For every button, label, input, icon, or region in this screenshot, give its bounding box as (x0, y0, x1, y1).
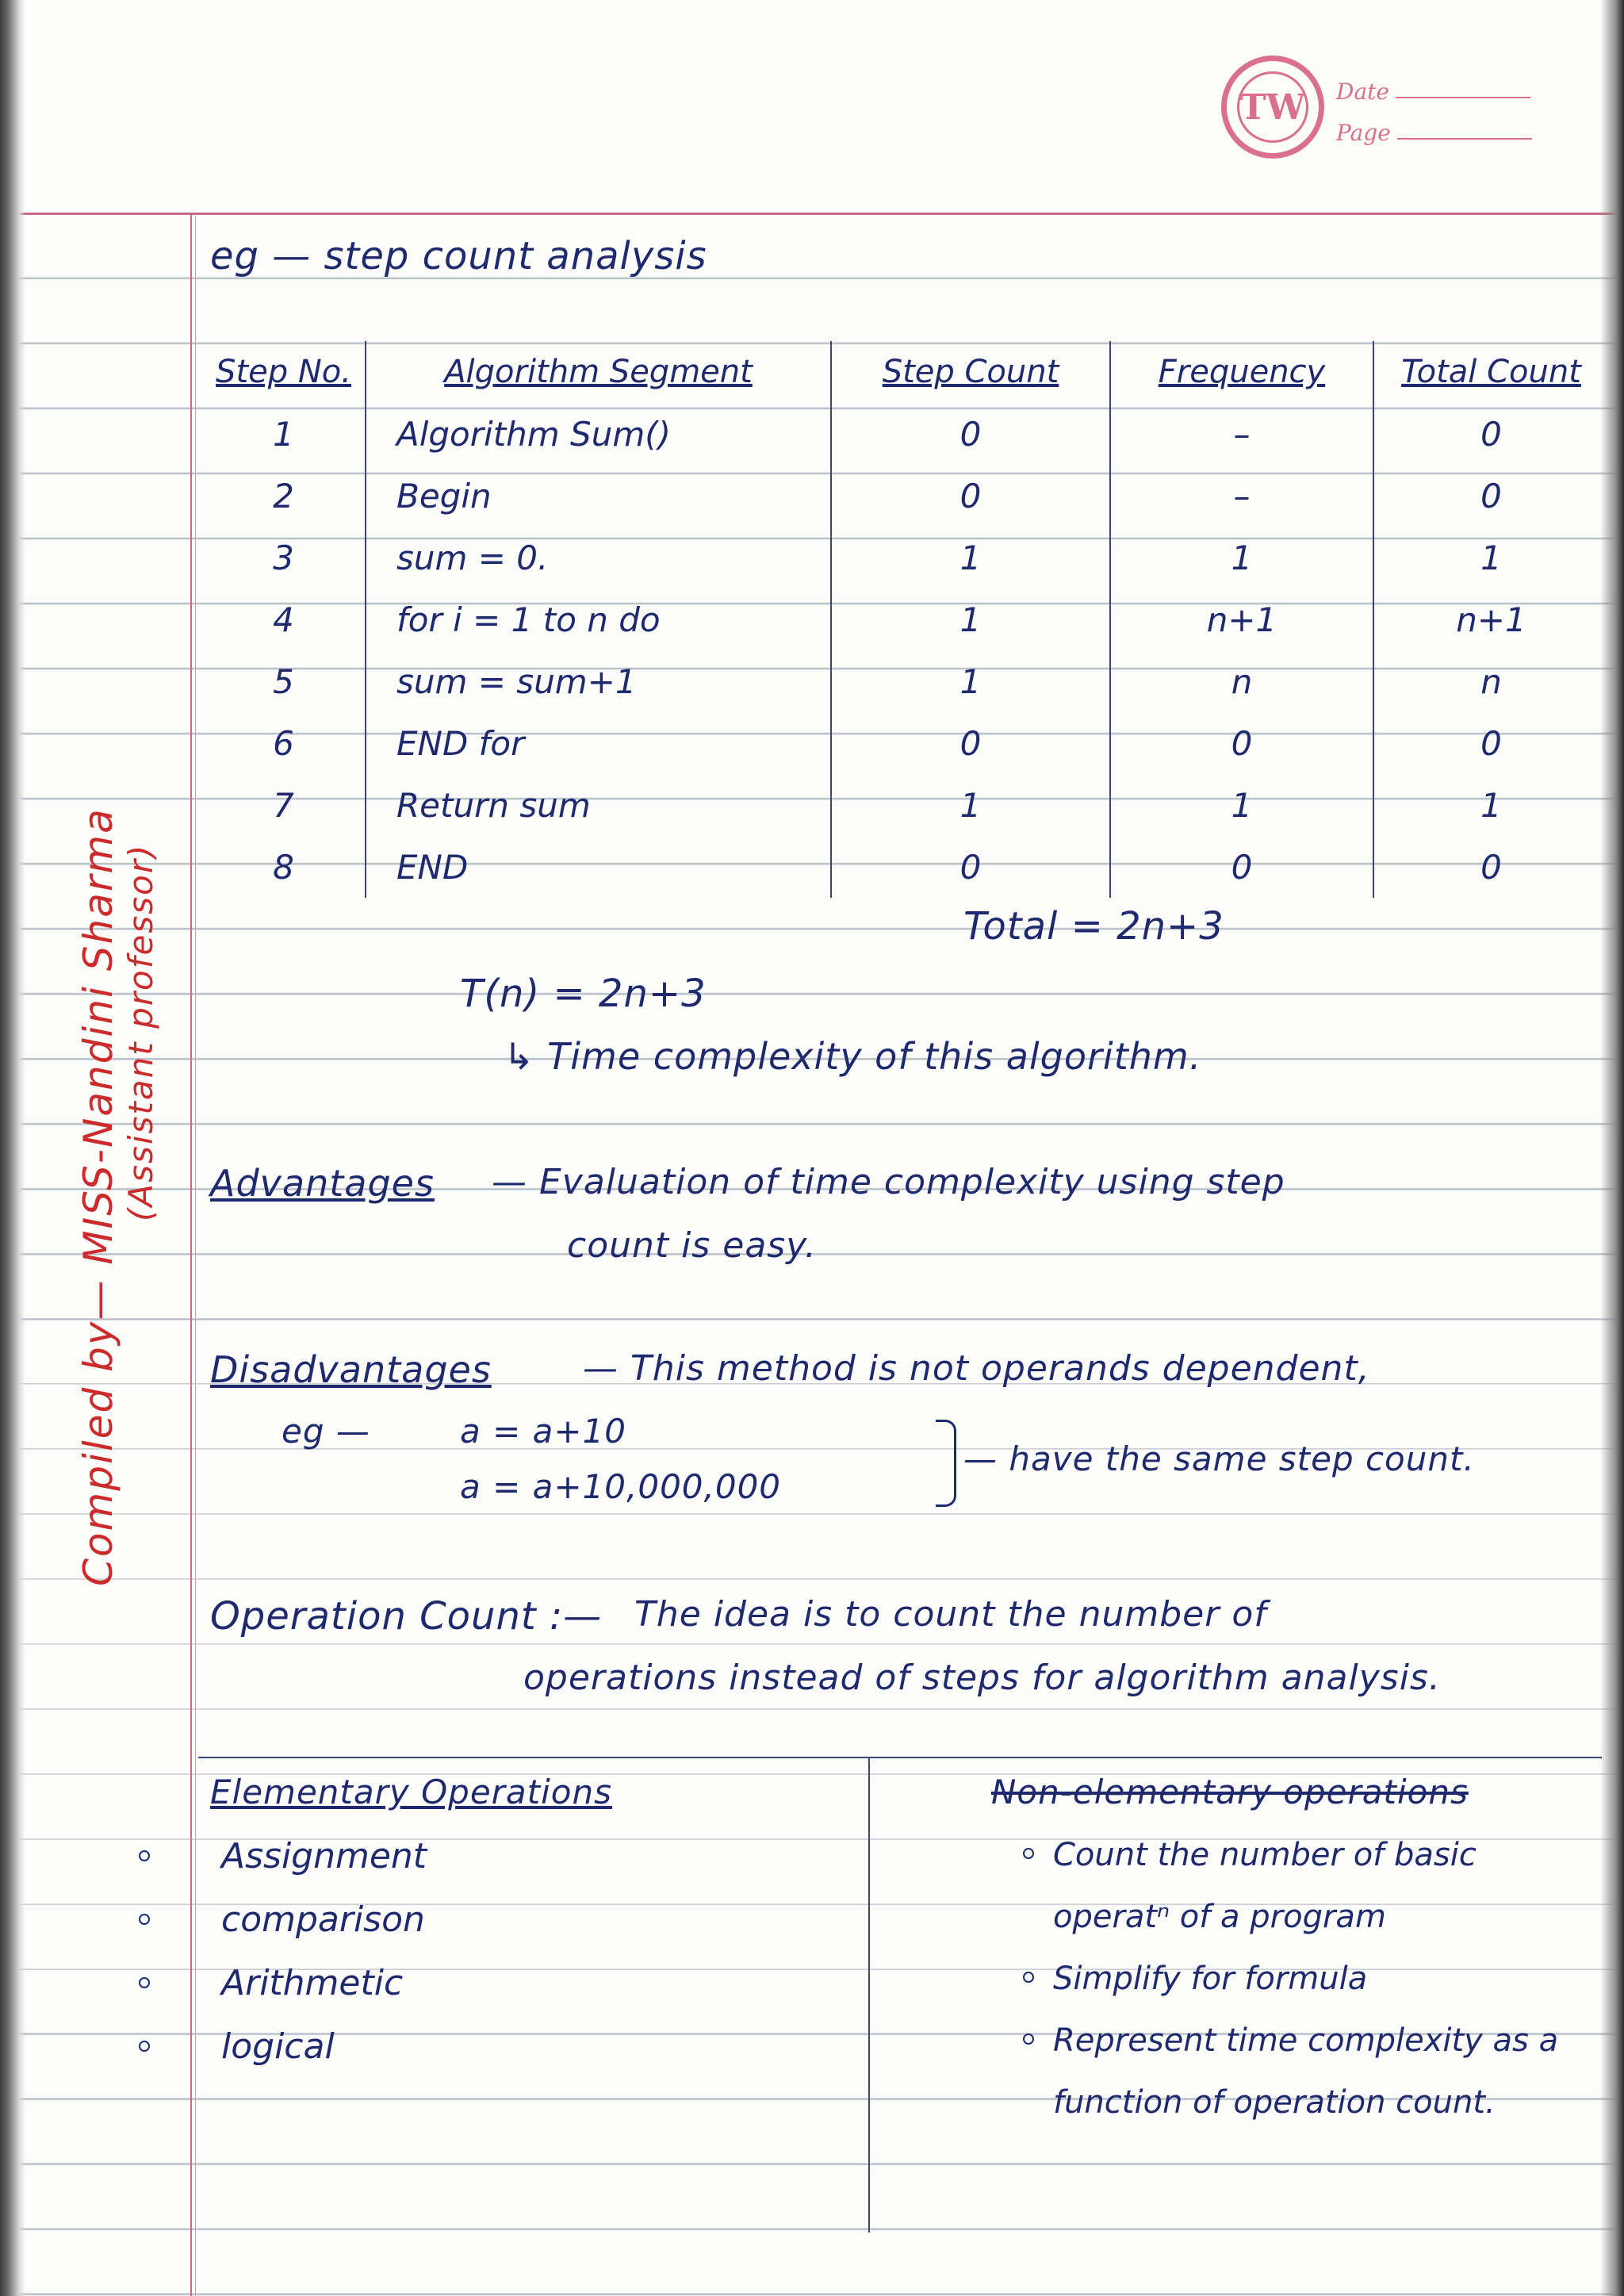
table-row (202, 403, 1608, 465)
cell-frequency: – (1110, 465, 1373, 527)
operation-count-text: The idea is to count the number of (634, 1594, 1267, 1635)
cell-frequency: 1 (1110, 774, 1373, 836)
cell-segment: END (366, 836, 831, 898)
example-label: eg — (282, 1412, 370, 1451)
cell-step: 6 (273, 723, 294, 763)
list-item-text: comparison (221, 1899, 425, 1940)
cell-total: 1 (1373, 774, 1608, 836)
table-row (202, 650, 1608, 712)
header-step-no: Step No. (216, 354, 351, 390)
bullet-icon (139, 1850, 150, 1861)
header-step-count: Step Count (831, 341, 1110, 403)
date-label: Date (1336, 79, 1389, 105)
operations-divider-vertical (868, 1757, 870, 2233)
list-item (139, 2014, 427, 2078)
operation-count-text-cont: operations instead of steps for algorithm analysis. (523, 1658, 1441, 1698)
cell-segment: sum = 0. (366, 527, 831, 588)
cell-total: n+1 (1373, 588, 1608, 650)
cell-total: 0 (1373, 403, 1608, 465)
table-row (202, 588, 1608, 650)
cell-total: 0 (1373, 836, 1608, 898)
non-elementary-heading: Non-elementary operations (991, 1773, 1469, 1811)
elementary-heading: Elementary Operations (210, 1773, 612, 1811)
page-label: Page (1336, 120, 1391, 146)
date-page-fields (1336, 63, 1532, 146)
step-count-table (202, 341, 1608, 898)
cell-frequency: n+1 (1110, 588, 1373, 650)
cell-frequency: – (1110, 403, 1373, 465)
table-header-row (202, 341, 1608, 403)
list-item (1023, 1948, 1594, 2010)
cell-step-count: 1 (831, 588, 1110, 650)
cell-segment: sum = sum+1 (366, 650, 831, 712)
table-total: Total = 2n+3 (963, 904, 1224, 949)
binding-edge (0, 0, 25, 2296)
cell-step: 8 (273, 847, 294, 887)
table-row (202, 836, 1608, 898)
cell-step-count: 1 (831, 527, 1110, 588)
list-item (139, 1951, 427, 2014)
cell-step-count: 0 (831, 465, 1110, 527)
date-field (1336, 63, 1532, 105)
operation-count-label: Operation Count :— (210, 1594, 603, 1639)
table-row (202, 712, 1608, 774)
cell-step-count: 0 (831, 403, 1110, 465)
side-credit-title: (Assistant professor) (121, 843, 160, 1221)
cell-segment: Begin (366, 465, 831, 527)
tn-description: ↳ Time complexity of this algorithm. (504, 1035, 1202, 1078)
list-item (139, 1824, 427, 1888)
cell-step-count: 0 (831, 836, 1110, 898)
brace-mark (936, 1420, 956, 1507)
table-row (202, 527, 1608, 588)
date-line (1396, 97, 1530, 98)
disadvantages-label: Disadvantages (210, 1348, 492, 1391)
operations-divider-horizontal (198, 1757, 1602, 1758)
cell-step: 2 (273, 476, 294, 516)
list-item-text: Assignment (221, 1835, 427, 1876)
cell-step: 5 (273, 661, 294, 701)
elementary-list (139, 1824, 427, 2078)
bullet-icon (139, 1914, 150, 1925)
cell-step-count: 0 (831, 712, 1110, 774)
cell-frequency: 1 (1110, 527, 1373, 588)
list-item (1023, 2010, 1594, 2133)
cell-segment: Algorithm Sum() (366, 403, 831, 465)
list-item-text: logical (221, 2026, 335, 2067)
list-item-text: Arithmetic (221, 1962, 404, 2003)
table-row (202, 774, 1608, 836)
list-item (1023, 1824, 1594, 1948)
advantages-text-cont: count is easy. (567, 1225, 817, 1266)
cell-step-count: 1 (831, 650, 1110, 712)
page-title: eg — step count analysis (210, 234, 707, 278)
header-total-count: Total Count (1373, 341, 1608, 403)
bullet-icon (139, 1977, 150, 1988)
cell-segment: Return sum (366, 774, 831, 836)
advantages-label: Advantages (210, 1162, 435, 1205)
table-row (202, 465, 1608, 527)
page-field (1336, 105, 1532, 146)
side-credit (75, 807, 160, 1586)
bullet-icon (1023, 1972, 1034, 1983)
list-item-text: Count the number of basic operatⁿ of a program (1053, 1837, 1477, 1935)
cell-step-count: 1 (831, 774, 1110, 836)
disadvantages-text: — This method is not operands dependent, (583, 1348, 1370, 1389)
bullet-icon (1023, 2033, 1034, 2045)
list-item (139, 1888, 427, 1951)
header-frequency: Frequency (1110, 341, 1373, 403)
page-line (1397, 138, 1532, 140)
list-item-text: Represent time complexity as a function of operation count. (1053, 2022, 1559, 2121)
cell-total: 1 (1373, 527, 1608, 588)
advantages-text: — Evaluation of time complexity using step (492, 1162, 1285, 1202)
header-algorithm-segment: Algorithm Segment (366, 341, 831, 403)
bullet-icon (139, 2041, 150, 2052)
cell-total: n (1373, 650, 1608, 712)
cell-total: 0 (1373, 465, 1608, 527)
example-expression-2: a = a+10,000,000 (460, 1467, 782, 1506)
cell-step: 1 (273, 414, 294, 454)
cell-step: 7 (273, 785, 294, 825)
list-item-text: Simplify for formula (1053, 1961, 1368, 1997)
cell-frequency: 0 (1110, 712, 1373, 774)
bullet-icon (1023, 1848, 1034, 1859)
cell-total: 0 (1373, 712, 1608, 774)
brace-note: — have the same step count. (963, 1439, 1475, 1478)
header-rule (0, 213, 1624, 215)
cell-segment: for i = 1 to n do (366, 588, 831, 650)
brand-logo-letters: TW (1237, 71, 1308, 143)
non-elementary-list (1023, 1824, 1594, 2133)
side-credit-name: Compiled by— MISS-Nandini Sharma (75, 807, 121, 1586)
cell-frequency: n (1110, 650, 1373, 712)
cell-step: 3 (273, 538, 294, 577)
example-expression-1: a = a+10 (460, 1412, 627, 1451)
cell-step: 4 (273, 600, 294, 639)
cell-segment: END for (366, 712, 831, 774)
brand-logo (1221, 56, 1324, 159)
cell-frequency: 0 (1110, 836, 1373, 898)
tn-formula: T(n) = 2n+3 (460, 972, 707, 1016)
